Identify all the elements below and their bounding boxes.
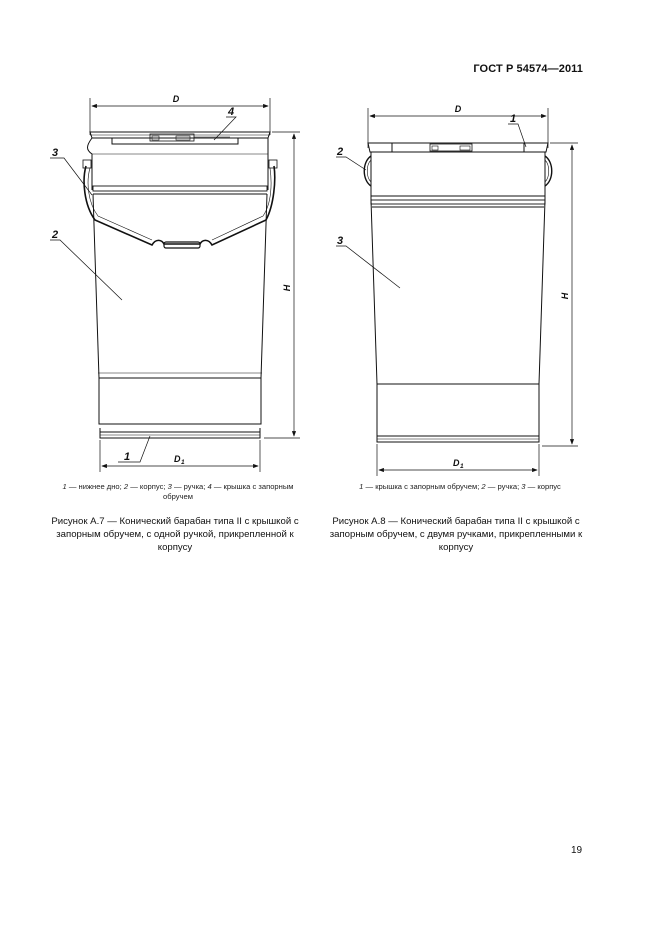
a8-dim-d1: D xyxy=(453,458,460,468)
a7-dim-d1: D xyxy=(174,454,181,464)
figure-a7-drawing xyxy=(50,98,300,472)
a8-dim-d: D xyxy=(454,104,462,114)
a8-label-2: 2 xyxy=(337,146,344,158)
a7-label-2: 2 xyxy=(52,229,59,241)
figure-a8-legend: 1 — крышка с запорным обручем; 2 — ручка; 3 — корпус xyxy=(359,482,561,491)
a7-dim-h: H xyxy=(282,284,292,292)
a7-dim-d1-sub: 1 xyxy=(181,459,185,466)
a8-dim-d1-sub: 1 xyxy=(460,463,464,470)
figure-a8-drawing xyxy=(336,108,578,476)
page-number: 19 xyxy=(571,845,583,856)
figure-a8-caption: Рисунок А.8 — Конический барабан типа II с крышкой с запорным обручем, с двумя ручками, прикрепленными к корпусу xyxy=(329,516,583,553)
figure-a7-caption: Рисунок А.7 — Конический барабан типа II с крышкой с запорным обручем, с одной ручкой, прикрепленной к корпусу xyxy=(51,516,299,553)
a7-dim-d: D xyxy=(172,94,180,104)
figure-a7-legend: 1 — нижнее дно; 2 — корпус; 3 — ручка; 4 — крышка с запорным обручем xyxy=(62,482,294,501)
a7-label-4: 4 xyxy=(228,106,235,118)
a8-label-1: 1 xyxy=(510,113,517,125)
a7-label-3: 3 xyxy=(52,147,59,159)
document-standard-number: ГОСТ Р 54574—2011 xyxy=(473,63,583,75)
a8-label-3: 3 xyxy=(337,235,344,247)
a8-dim-h: H xyxy=(560,292,570,300)
a7-label-1: 1 xyxy=(124,451,131,463)
